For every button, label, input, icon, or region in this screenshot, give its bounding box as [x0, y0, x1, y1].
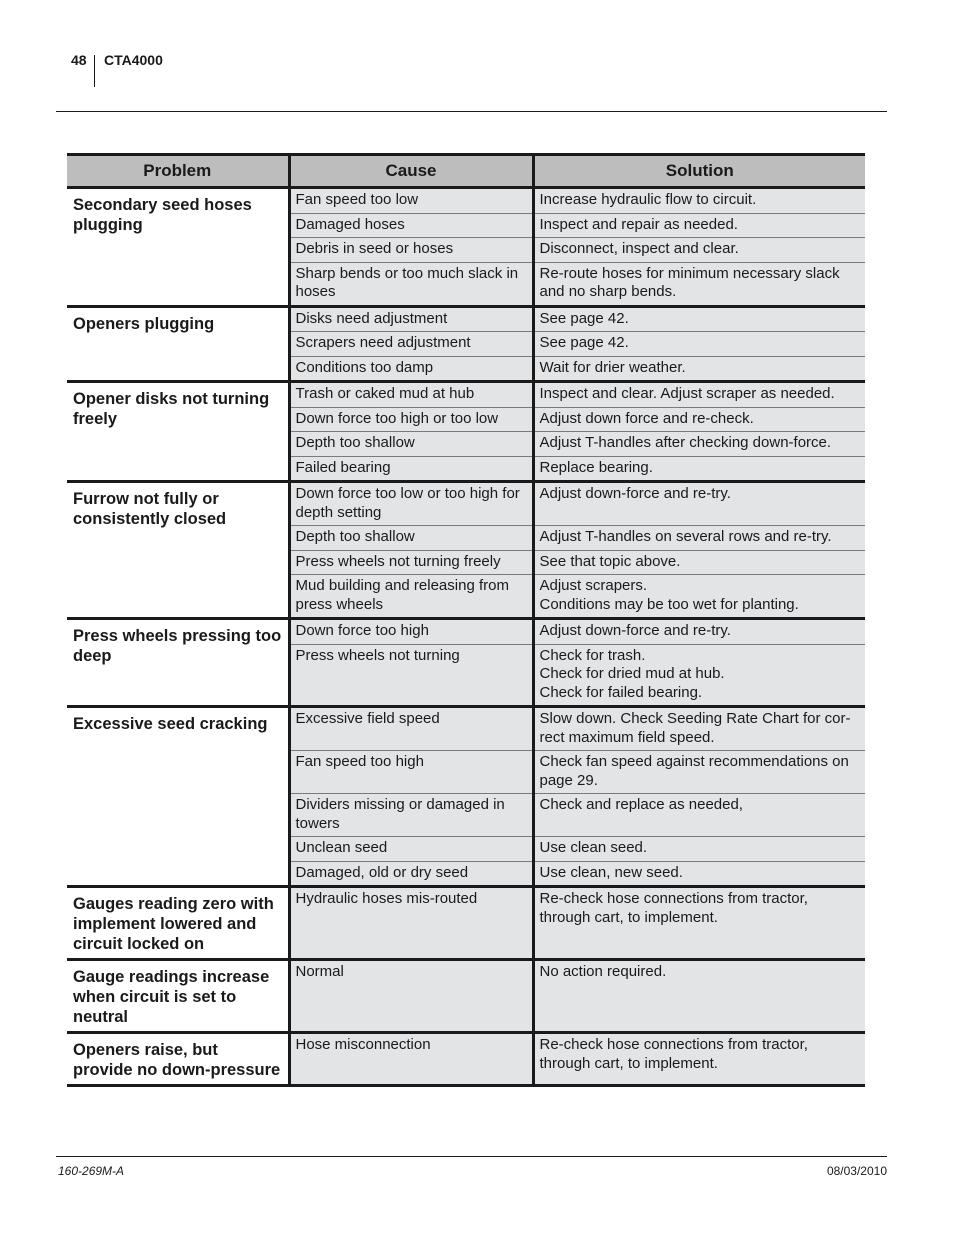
doc-date: 08/03/2010	[826, 1164, 887, 1178]
table-row	[67, 707, 865, 751]
solution-cell: Use clean, new seed.	[533, 861, 865, 887]
problem-cell: Secondary seed hoses plugging	[67, 188, 289, 307]
cause-cell: Fan speed too high	[289, 751, 533, 794]
cause-cell: Dividers missing or damaged in towers	[289, 794, 533, 837]
cause-cell: Down force too low or too high for depth setting	[289, 482, 533, 526]
table-row	[67, 482, 865, 526]
solution-cell: Check fan speed against recommendations on page 29.	[533, 751, 865, 794]
cause-cell: Fan speed too low	[289, 188, 533, 214]
solution-cell: Inspect and clear. Adjust scraper as needed.	[533, 382, 865, 408]
table-row	[67, 382, 865, 408]
cause-cell: Trash or caked mud at hub	[289, 382, 533, 408]
cause-cell: Scrapers need adjustment	[289, 332, 533, 357]
solution-cell: Wait for drier weather.	[533, 356, 865, 382]
model-name: CTA4000	[104, 52, 163, 68]
cause-cell: Hose misconnection	[289, 1033, 533, 1086]
solution-cell: Adjust down-force and re-try.	[533, 482, 865, 526]
table-row	[67, 188, 865, 214]
bottom-rule	[56, 1156, 887, 1157]
cause-cell: Depth too shallow	[289, 432, 533, 457]
header-cause: Cause	[289, 155, 533, 188]
cause-cell: Damaged hoses	[289, 213, 533, 238]
problem-cell: Openers plugging	[67, 306, 289, 382]
top-rule	[56, 111, 887, 112]
solution-cell: Adjust scrapers. Conditions may be too wet for planting.	[533, 575, 865, 619]
problem-cell: Furrow not fully or consistently closed	[67, 482, 289, 619]
solution-cell: Re-check hose connections from tractor, through cart, to implement.	[533, 887, 865, 960]
solution-cell: Adjust T-handles on several rows and re-try.	[533, 526, 865, 551]
cause-cell: Down force too high or too low	[289, 407, 533, 432]
solution-cell: Increase hydraulic flow to circuit.	[533, 188, 865, 214]
problem-cell: Excessive seed cracking	[67, 707, 289, 887]
header-divider	[94, 55, 95, 87]
header-problem: Problem	[67, 155, 289, 188]
solution-cell: See page 42.	[533, 306, 865, 332]
solution-cell: Adjust down force and re-check.	[533, 407, 865, 432]
solution-cell: Re-route hoses for minimum necessary slack and no sharp bends.	[533, 262, 865, 306]
table-header-row	[67, 155, 865, 188]
cause-cell: Unclean seed	[289, 837, 533, 862]
table-row	[67, 960, 865, 1033]
solution-cell: Adjust T-handles after checking down-force.	[533, 432, 865, 457]
cause-cell: Down force too high	[289, 619, 533, 645]
cause-cell: Conditions too damp	[289, 356, 533, 382]
solution-cell: Re-check hose connections from tractor, through cart, to implement.	[533, 1033, 865, 1086]
table-body	[67, 188, 865, 1086]
table-row	[67, 887, 865, 960]
solution-cell: See that topic above.	[533, 550, 865, 575]
page-number: 48	[71, 52, 87, 68]
cause-cell: Damaged, old or dry seed	[289, 861, 533, 887]
table-row	[67, 1033, 865, 1086]
solution-cell: Inspect and repair as needed.	[533, 213, 865, 238]
solution-cell: Slow down. Check Seeding Rate Chart for cor-rect maximum field speed.	[533, 707, 865, 751]
cause-cell: Failed bearing	[289, 456, 533, 482]
cause-cell: Press wheels not turning	[289, 644, 533, 707]
cause-cell: Debris in seed or hoses	[289, 238, 533, 263]
doc-number: 160-269M-A	[58, 1164, 125, 1178]
problem-cell: Gauges reading zero with implement lowered and circuit locked on	[67, 887, 289, 960]
solution-cell: Disconnect, inspect and clear.	[533, 238, 865, 263]
solution-cell: Check for trash. Check for dried mud at hub. Check for failed bearing.	[533, 644, 865, 707]
cause-cell: Press wheels not turning freely	[289, 550, 533, 575]
table-row	[67, 619, 865, 645]
solution-cell: Check and replace as needed,	[533, 794, 865, 837]
cause-cell: Hydraulic hoses mis-routed	[289, 887, 533, 960]
cause-cell: Normal	[289, 960, 533, 1033]
problem-cell: Press wheels pressing too deep	[67, 619, 289, 707]
troubleshooting-table	[67, 153, 865, 1087]
problem-cell: Gauge readings increase when circuit is set to neutral	[67, 960, 289, 1033]
cause-cell: Disks need adjustment	[289, 306, 533, 332]
problem-cell: Opener disks not turning freely	[67, 382, 289, 482]
header-solution: Solution	[533, 155, 865, 188]
cause-cell: Sharp bends or too much slack in hoses	[289, 262, 533, 306]
solution-cell: Use clean seed.	[533, 837, 865, 862]
solution-cell: Replace bearing.	[533, 456, 865, 482]
solution-cell: Adjust down-force and re-try.	[533, 619, 865, 645]
solution-cell: No action required.	[533, 960, 865, 1033]
solution-cell: See page 42.	[533, 332, 865, 357]
cause-cell: Mud building and releasing from press wheels	[289, 575, 533, 619]
cause-cell: Depth too shallow	[289, 526, 533, 551]
cause-cell: Excessive field speed	[289, 707, 533, 751]
problem-cell: Openers raise, but provide no down-pressure	[67, 1033, 289, 1086]
table-row	[67, 306, 865, 332]
